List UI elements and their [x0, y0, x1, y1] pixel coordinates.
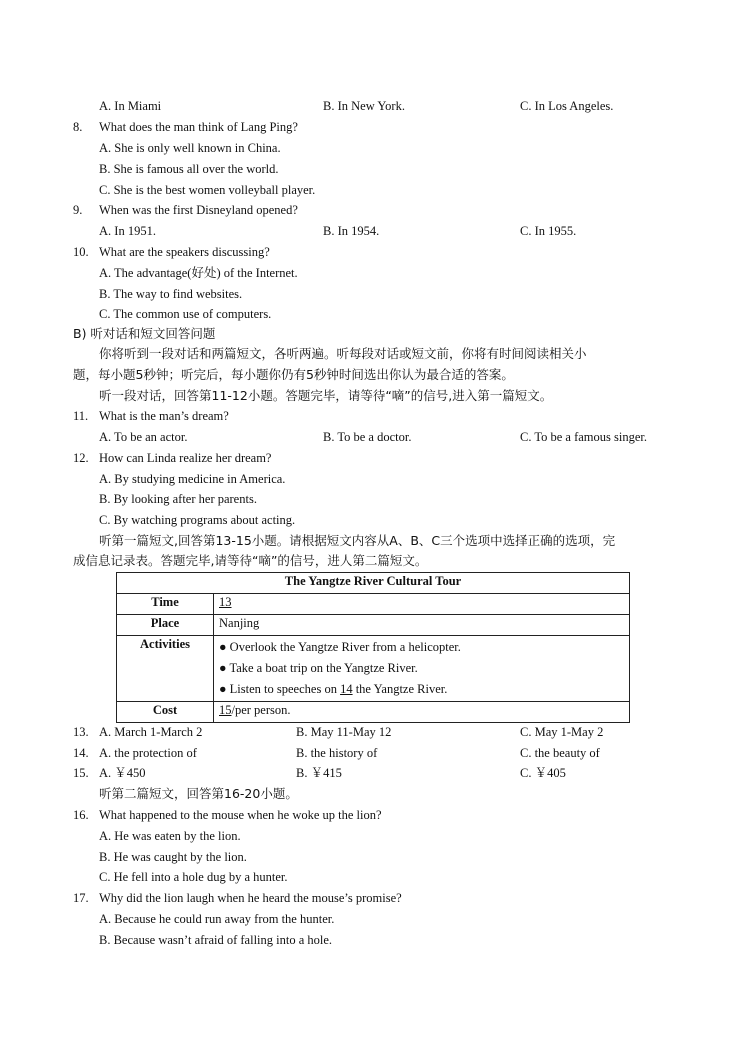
q14-option-c: C. the beauty of	[520, 746, 600, 760]
cost-suffix: /per person.	[231, 703, 291, 717]
q17-question: Why did the lion laugh when he heard the mouse’s promise?	[99, 891, 402, 905]
passage1-intro-line-1: 听第一篇短文,回答第13-15小题。请根据短文内容从A、B、C三个选项中选择正确的选项，完	[99, 533, 616, 548]
q10-question: What are the speakers discussing?	[99, 245, 270, 259]
q15-number: 15.	[73, 766, 89, 780]
q8-number: 8.	[73, 120, 83, 134]
q11-option-a: A. To be an actor.	[99, 430, 188, 444]
q8-option-c: C. She is the best women volleyball player.	[99, 183, 316, 197]
q15-option-a: A. ￥450	[99, 766, 146, 780]
place-label: Place	[117, 615, 214, 636]
place-value: Nanjing	[214, 615, 630, 636]
passage2-intro: 听第二篇短文，回答第16-20小题。	[99, 786, 298, 801]
q12-option-a: A. By studying medicine in America.	[99, 472, 286, 486]
q7-option-a: A. In Miami	[99, 99, 162, 113]
time-value	[214, 594, 630, 615]
q14-option-a: A. the protection of	[99, 746, 197, 760]
q16-option-b: B. He was caught by the lion.	[99, 850, 247, 864]
q11-option-b: B. To be a doctor.	[323, 430, 412, 444]
cost-value	[214, 702, 630, 723]
q17-number: 17.	[73, 891, 89, 905]
q16-question: What happened to the mouse when he woke up the lion?	[99, 808, 382, 822]
q16-number: 16.	[73, 808, 89, 822]
activity-1: ● Overlook the Yangtze River from a helicopter.	[219, 640, 461, 654]
q10-number: 10.	[73, 245, 89, 259]
activity-3	[219, 679, 624, 700]
passage1-intro-line-2: 成信息记录表。答题完毕,请等待“嘀”的信号，进人第二篇短文。	[73, 553, 428, 568]
activity-3-suffix: the Yangtze River.	[352, 682, 448, 696]
q16-option-a: A. He was eaten by the lion.	[99, 829, 241, 843]
q9-option-c: C. In 1955.	[520, 224, 577, 238]
q9-number: 9.	[73, 203, 83, 217]
q15-option-c: C. ￥405	[520, 766, 566, 780]
cost-label: Cost	[117, 702, 214, 723]
q16-option-c: C. He fell into a hole dug by a hunter.	[99, 870, 288, 884]
q8-question: What does the man think of Lang Ping?	[99, 120, 298, 134]
q17-option-b: B. Because wasn’t afraid of falling into a hole.	[99, 933, 333, 947]
q13-option-b: B. May 11-May 12	[296, 725, 392, 739]
q10-option-a: A. The advantage(好处) of the Internet.	[99, 266, 298, 280]
activity-2: ● Take a boat trip on the Yangtze River.	[219, 661, 418, 675]
q12-number: 12.	[73, 451, 89, 465]
q7-option-c: C. In Los Angeles.	[520, 99, 614, 113]
q11-question: What is the man’s dream?	[99, 409, 229, 423]
q10-option-b: B. The way to find websites.	[99, 287, 243, 301]
q7-option-b: B. In New York.	[323, 99, 405, 113]
blank-13: 13	[219, 595, 232, 609]
q14-number: 14.	[73, 746, 89, 760]
section-b-intro-line-1: 你将听到一段对话和两篇短文，各听两遍。听每段对话或短文前，你将有时间阅读相关小	[99, 346, 587, 361]
q9-question: When was the first Disneyland opened?	[99, 203, 298, 217]
q11-option-c: C. To be a famous singer.	[520, 430, 648, 444]
blank-14: 14	[340, 682, 353, 696]
q9-option-b: B. In 1954.	[323, 224, 380, 238]
q13-option-c: C. May 1-May 2	[520, 725, 604, 739]
section-b-intro-line-2: 题，每小题5秒钟；听完后，每小题你仍有5秒钟时间选出你认为最合适的答案。	[73, 367, 514, 382]
q8-option-a: A. She is only well known in China.	[99, 141, 281, 155]
section-b-intro-line-3: 听一段对话，回答第11-12小题。答题完毕，请等待“嘀”的信号,进入第一篇短文。	[99, 388, 553, 403]
q8-option-b: B. She is famous all over the world.	[99, 162, 279, 176]
blank-15: 15	[219, 703, 232, 717]
section-b-heading: B) 听对话和短文回答问题	[73, 326, 216, 341]
q13-number: 13.	[73, 725, 89, 739]
tour-info-table	[116, 572, 630, 723]
q10-option-c: C. The common use of computers.	[99, 307, 272, 321]
q17-option-a: A. Because he could run away from the hunter.	[99, 912, 335, 926]
q13-option-a: A. March 1-March 2	[99, 725, 203, 739]
table-title: The Yangtze River Cultural Tour	[117, 573, 630, 594]
q12-option-b: B. By looking after her parents.	[99, 492, 257, 506]
activities-value	[214, 636, 630, 702]
q12-question: How can Linda realize her dream?	[99, 451, 272, 465]
q15-option-b: B. ￥415	[296, 766, 342, 780]
q9-option-a: A. In 1951.	[99, 224, 156, 238]
q14-option-b: B. the history of	[296, 746, 378, 760]
q12-option-c: C. By watching programs about acting.	[99, 513, 296, 527]
q11-number: 11.	[73, 409, 89, 423]
activities-label: Activities	[117, 636, 214, 702]
activity-3-prefix: ● Listen to speeches on	[219, 682, 341, 696]
time-label: Time	[117, 594, 214, 615]
